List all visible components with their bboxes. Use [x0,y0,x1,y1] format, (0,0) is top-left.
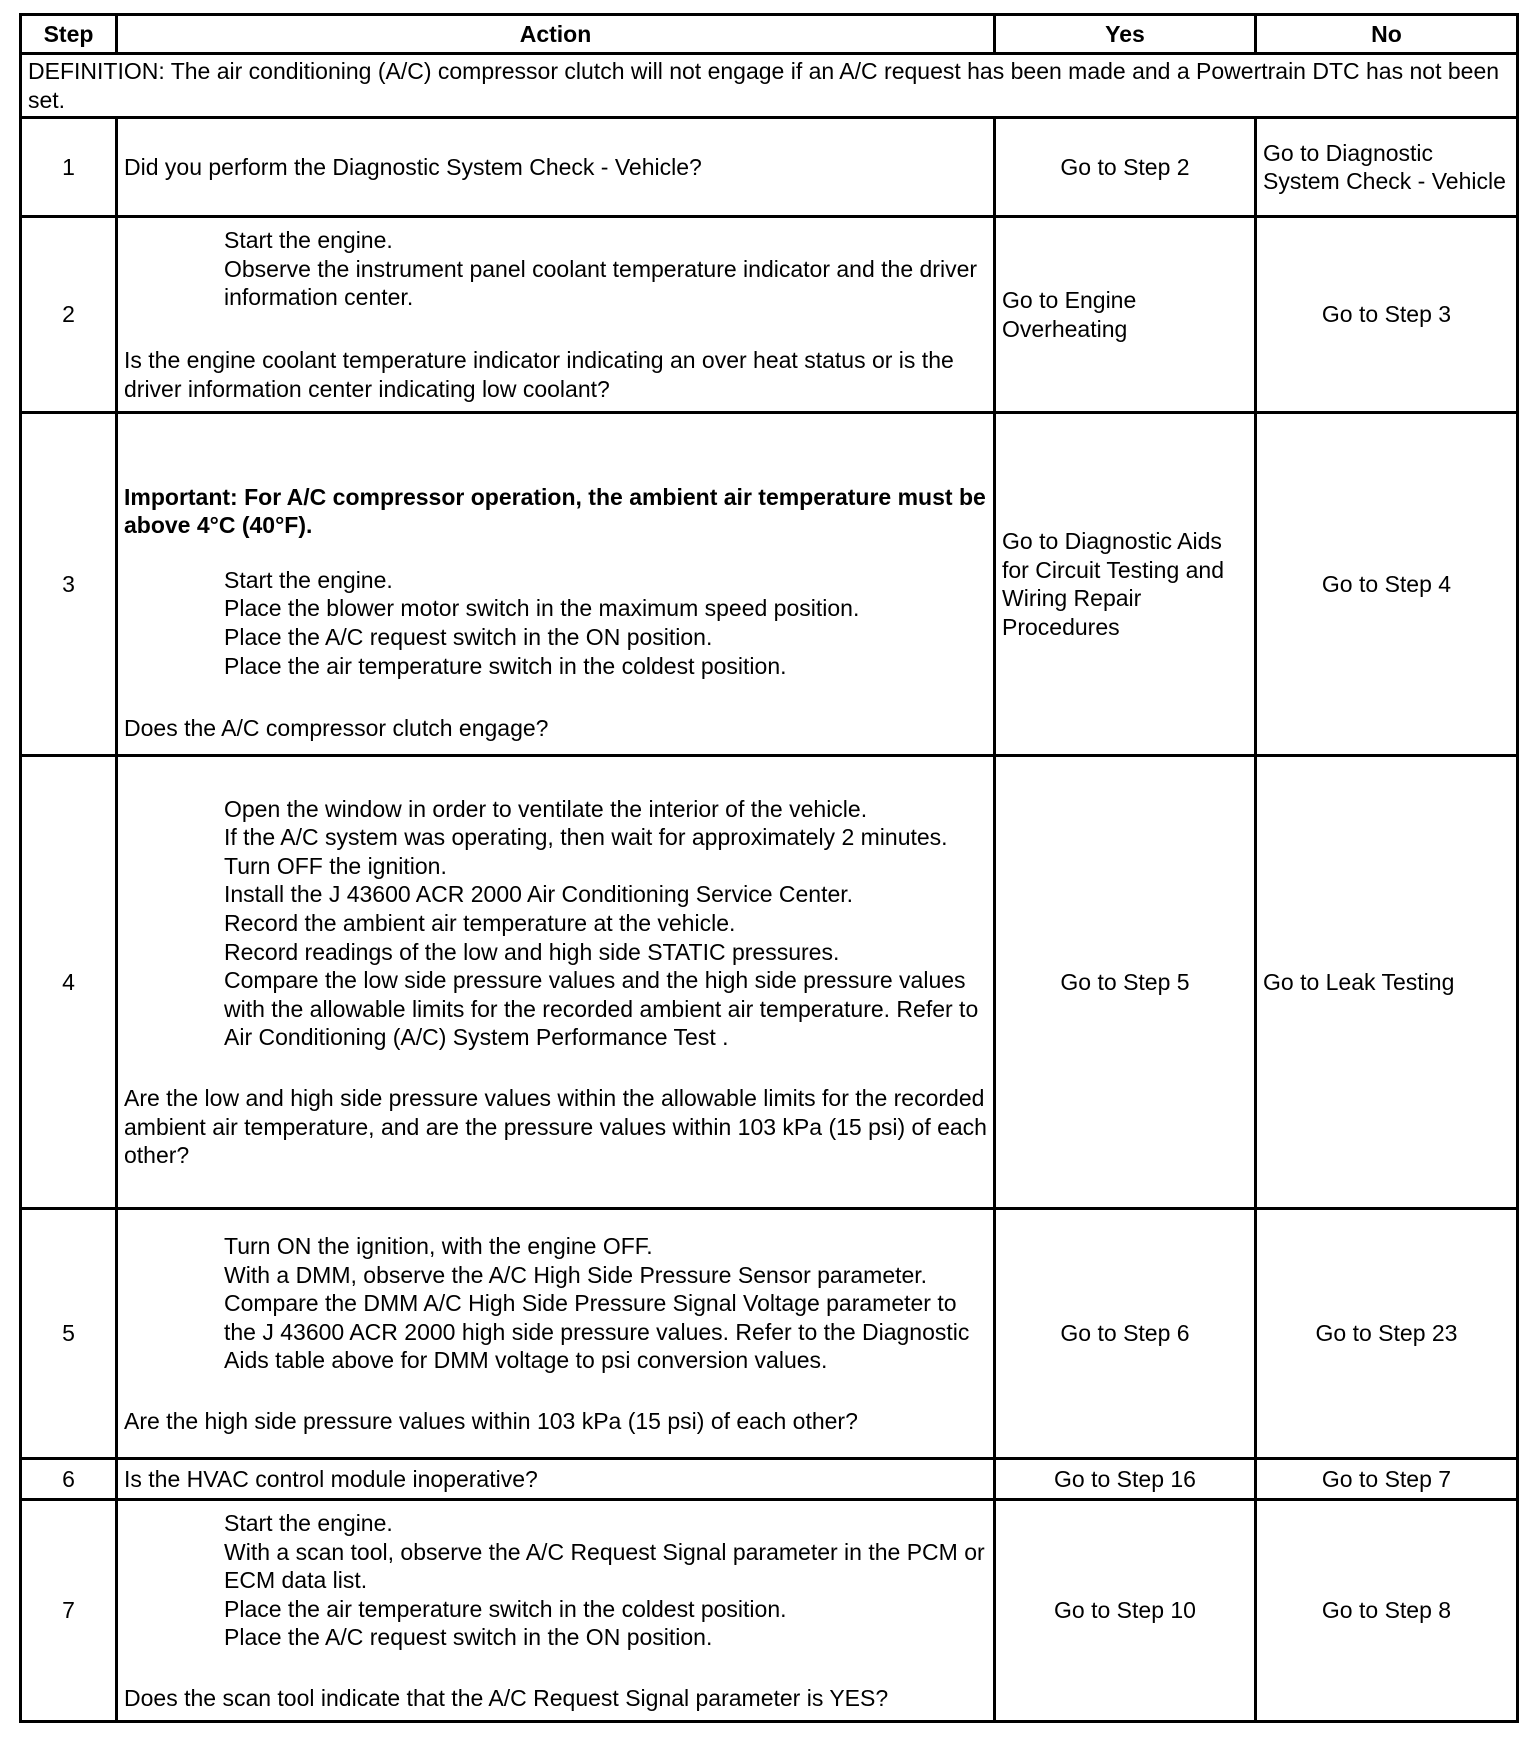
yes-cell: Go to Step 2 [995,118,1256,217]
action-instruction: Place the A/C request switch in the ON position. [224,1624,713,1651]
action-question: Does the A/C compressor clutch engage? [124,715,549,742]
step-row-4 [21,756,1518,1209]
step-number: 3 [21,413,117,756]
step-row-1 [21,118,1518,217]
header-no: No [1256,15,1518,54]
spacer [124,680,987,714]
step-number: 4 [21,756,117,1209]
step-number: 5 [21,1209,117,1459]
action-instruction: Start the engine. [224,1509,393,1536]
no-cell: Go to Leak Testing [1256,756,1518,1209]
definition-text: DEFINITION: The air conditioning (A/C) compressor clutch will not engage if an A/C request has been made and a Powertrain DTC has not been set. [21,54,1518,118]
action-cell [117,756,995,1209]
action-cell [117,217,995,413]
spacer [124,426,987,483]
yes-cell: Go to Engine Overheating [995,217,1256,413]
action-cell [117,1209,995,1459]
no-cell: Go to Step 3 [1256,217,1518,413]
spacer [124,540,987,566]
no-cell: Go to Step 7 [1256,1459,1518,1500]
step-row-2 [21,217,1518,413]
action-instruction: Start the engine. [224,227,393,254]
spacer [124,1375,987,1407]
no-cell: Go to Step 23 [1256,1209,1518,1459]
yes-cell: Go to Step 16 [995,1459,1256,1500]
action-instruction: Observe the instrument panel coolant temperature indicator and the driver information center. [224,255,978,311]
action-instruction: Open the window in order to ventilate the interior of the vehicle. [224,795,868,822]
no-cell: Go to Step 4 [1256,413,1518,756]
important-note: Important: For A/C compressor operation, the ambient air temperature must be above 4°C (40°F). [124,483,986,539]
action-instruction: Record readings of the low and high side STATIC pressures. [224,938,840,965]
spacer [124,312,987,346]
action-question: Is the engine coolant temperature indicator indicating an over heat status or is the driver information center indicating low coolant? [124,346,954,402]
header-row [21,15,1518,54]
definition-row [21,54,1518,118]
action-question: Does the scan tool indicate that the A/C Request Signal parameter is YES? [124,1684,889,1711]
action-instruction: If the A/C system was operating, then wait for approximately 2 minutes. [224,824,948,851]
action-instruction: Start the engine. [224,566,393,593]
action-instruction: Compare the DMM A/C High Side Pressure Signal Voltage parameter to the J 43600 ACR 2000 high side pressure values. Refer to the Diagnostic Aids table above for DMM voltage to psi conversion values. [224,1290,970,1374]
action-question: Are the high side pressure values within 103 kPa (15 psi) of each other? [124,1407,858,1434]
action-instruction: Place the air temperature switch in the coldest position. [224,1595,787,1622]
yes-cell: Go to Diagnostic Aids for Circuit Testing and Wiring Repair Procedures [995,413,1256,756]
action-instruction: Install the J 43600 ACR 2000 Air Conditioning Service Center. [224,881,854,908]
action-instruction: Place the A/C request switch in the ON position. [224,623,713,650]
action-question: Is the HVAC control module inoperative? [124,1465,538,1492]
yes-cell: Go to Step 5 [995,756,1256,1209]
action-cell [117,413,995,756]
action-instruction: Record the ambient air temperature at the vehicle. [224,910,736,936]
header-action: Action [117,15,995,54]
no-cell: Go to Step 8 [1256,1500,1518,1722]
step-number: 2 [21,217,117,413]
yes-cell: Go to Step 10 [995,1500,1256,1722]
action-instruction: Compare the low side pressure values and the high side pressure values with the allowable limits for the recorded ambient air temperature. Refer to Air Conditioning (A/C) System Performance Test . [224,967,979,1051]
action-instruction: Place the air temperature switch in the coldest position. [224,652,787,679]
no-cell: Go to Diagnostic System Check - Vehicle [1256,118,1518,217]
step-number: 1 [21,118,117,217]
action-instruction: With a scan tool, observe the A/C Request Signal parameter in the PCM or ECM data list. [224,1538,985,1594]
step-row-5 [21,1209,1518,1459]
action-instruction: Place the blower motor switch in the maximum speed position. [224,595,860,622]
action-instruction: With a DMM, observe the A/C High Side Pressure Sensor parameter. [224,1261,928,1288]
step-number: 6 [21,1459,117,1500]
action-question: Are the low and high side pressure values within the allowable limits for the recorded ambient air temperature, and are the pressure values within 103 kPa (15 psi) of each other? [124,1084,987,1169]
spacer [124,1652,987,1684]
action-instruction: Turn ON the ignition, with the engine OFF. [224,1232,653,1259]
step-row-6 [21,1459,1518,1500]
action-question: Did you perform the Diagnostic System Check - Vehicle? [124,153,702,180]
diagnostic-table [19,13,1519,1723]
step-row-7 [21,1500,1518,1722]
step-number: 7 [21,1500,117,1722]
action-cell [117,1500,995,1722]
action-cell [117,118,995,217]
step-row-3 [21,413,1518,756]
spacer [124,1052,987,1084]
action-instruction: Turn OFF the ignition. [224,852,447,879]
yes-cell: Go to Step 6 [995,1209,1256,1459]
action-cell [117,1459,995,1500]
header-step: Step [21,15,117,54]
diagnostic-table-container [19,13,1516,1723]
header-yes: Yes [995,15,1256,54]
